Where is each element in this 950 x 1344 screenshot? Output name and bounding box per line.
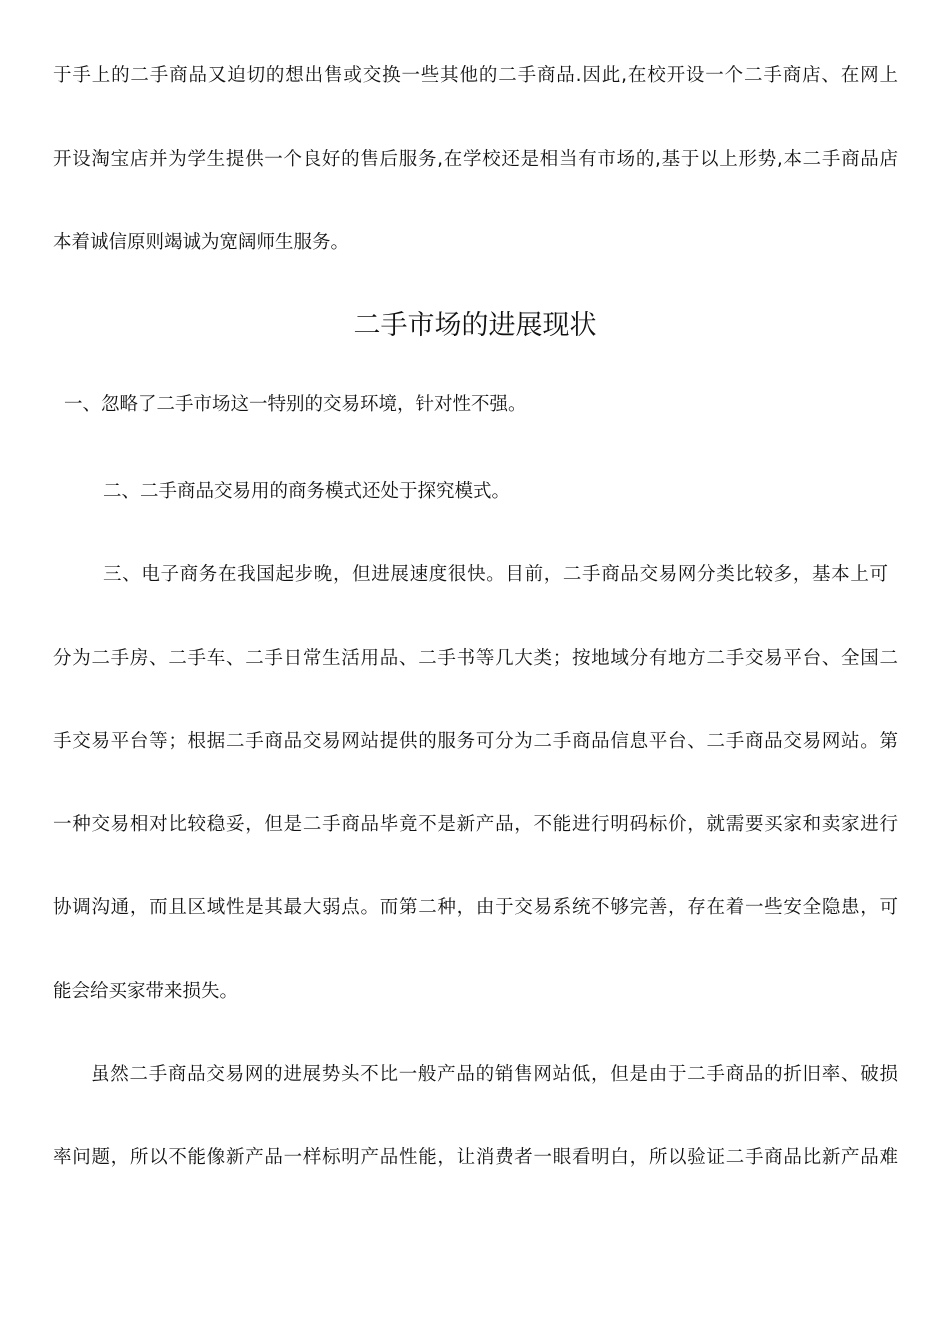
intro-line-1: 于手上的二手商品又迫切的想出售或交换一些其他的二手商品.因此,在校开设一个二手商店、在网上	[53, 65, 898, 86]
section-heading: 二手市场的进展现状	[353, 310, 597, 341]
list-item-3-line-2: 分为二手房、二手车、二手日常生活用品、二手书等几大类；按地域分有地方二手交易平台、全国二	[53, 648, 898, 669]
list-item-1: 一、忽略了二手市场这一特别的交易环境，针对性不强。	[64, 394, 527, 415]
list-item-3-line-1: 三、电子商务在我国起步晚，但进展速度很快。目前，二手商品交易网分类比较多，基本上可	[103, 564, 888, 585]
paragraph-2-line-2: 率问题，所以不能像新产品一样标明产品性能，让消费者一眼看明白，所以验证二手商品比新产品难	[53, 1147, 898, 1168]
list-item-3-line-5: 协调沟通，而且区域性是其最大弱点。而第二种，由于交易系统不够完善，存在着一些安全隐患，可	[53, 897, 898, 918]
list-item-2: 二、二手商品交易用的商务模式还处于探究模式。	[103, 481, 511, 502]
paragraph-2-line-1: 虽然二手商品交易网的进展势头不比一般产品的销售网站低，但是由于二手商品的折旧率、破损	[91, 1064, 898, 1085]
intro-line-2: 开设淘宝店并为学生提供一个良好的售后服务,在学校还是相当有市场的,基于以上形势,本二手商品店	[53, 149, 898, 170]
intro-line-3: 本着诚信原则竭诚为宽阔师生服务。	[53, 232, 350, 253]
list-item-3-line-3: 手交易平台等；根据二手商品交易网站提供的服务可分为二手商品信息平台、二手商品交易网站。第	[53, 731, 898, 752]
list-item-3-line-6: 能会给买家带来损失。	[53, 981, 239, 1002]
list-item-3-line-4: 一种交易相对比较稳妥，但是二手商品毕竟不是新产品，不能进行明码标价，就需要买家和卖家进行	[53, 814, 898, 835]
